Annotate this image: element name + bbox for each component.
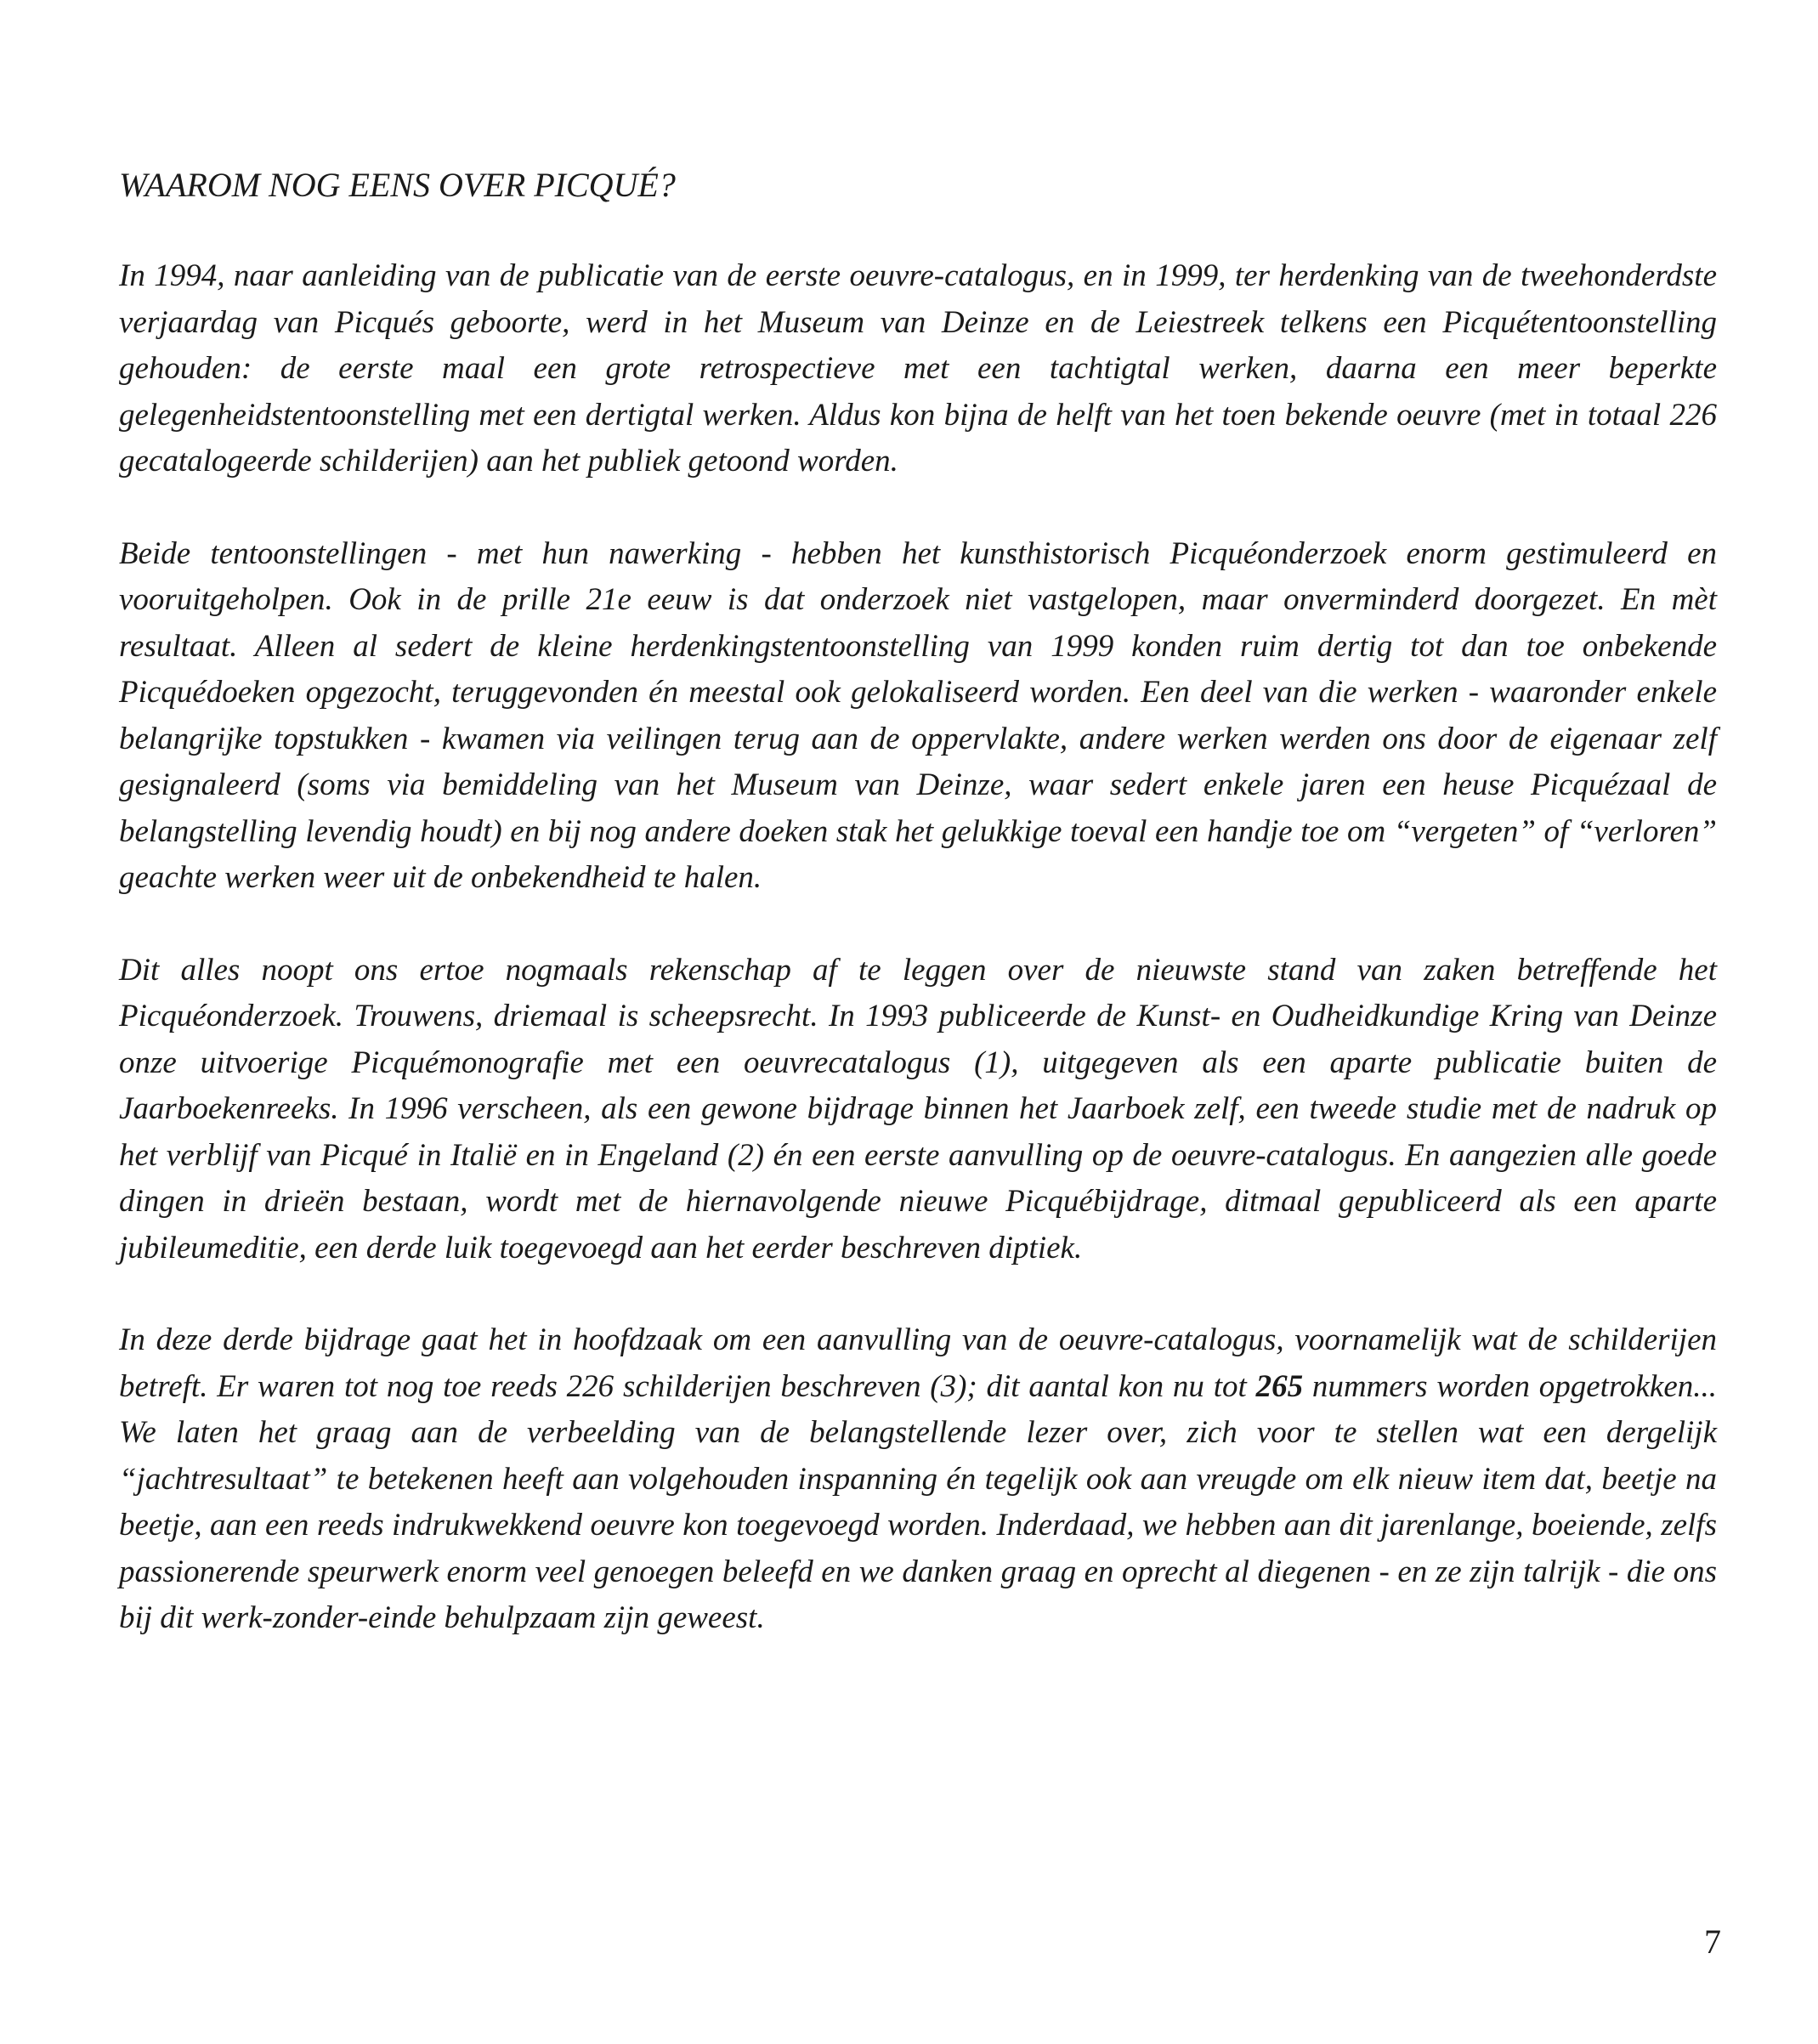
paragraph-1: In 1994, naar aanleiding van de publicatie van de eerste oeuvre-catalogus, en in 1999, ter herdenking van de tweehonderdste verjaardag van Picqués geboorte, werd in het Museum van Deinze en de Leiestreek telkens een Picquétentoonstelling gehouden: de eerste maal een grote retrospectieve met een tachtigtal werken, daarna een meer beperkte gelegenheidstentoonstelling met een dertigtal werken. Aldus kon bijna de helft van het toen bekende oeuvre (met in totaal 226 gecatalogeerde schilderijen) aan het publiek getoond worden. xyxy=(119,258,1717,478)
paragraph-2: Beide tentoonstellingen - met hun nawerking - hebben het kunsthistorisch Picquéonderzoek enorm gestimuleerd en vooruitgeholpen. Ook in de prille 21e eeuw is dat onderzoek niet vastgelopen, maar onverminderd doorgezet. En mèt resultaat. Alleen al sedert de kleine herdenkingstentoonstelling van 1999 konden ruim dertig tot dan toe onbekende Picquédoeken opgezocht, teruggevonden én meestal ook gelokaliseerd worden. Een deel van die werken - waaronder enkele belangrijke topstukken - kwamen via veilingen terug aan de oppervlakte, andere werken werden ons door de eigenaar zelf gesignaleerd (soms via bemiddeling van het Museum van Deinze, waar sedert enkele jaren een heuse Picquézaal de belangstelling levendig houdt) en bij nog andere doeken stak het gelukkige toeval een handje toe om “vergeten” of “verloren” geachte werken weer uit de onbekendheid te halen. xyxy=(119,535,1717,895)
paragraph-4-text-before: In deze derde bijdrage gaat het in hoofdzaak om een aanvulling van de oeuvre-catalogus, voornamelijk wat de schilderijen betreft. Er waren tot nog toe reeds 226 schilderijen beschreven (3); dit aantal kon nu tot xyxy=(119,1322,1717,1404)
paragraph-4-text-after: nummers worden opgetrokken... We laten het graag aan de verbeelding van de belangstellende lezer over, zich voor te stellen wat een dergelijk “jachtresultaat” te betekenen heeft aan volgehouden inspanning én tegelijk ook aan vreugde om elk nieuw item dat, beetje na beetje, aan een reeds indrukwekkend oeuvre kon toegevoegd worden. Inderdaad, we hebben aan dit jarenlange, boeiende, zelfs passionerende speurwerk enorm veel genoegen beleefd en we danken graag en oprecht al diegenen - en ze zijn talrijk - die ons bij dit werk-zonder-einde behulpzaam zijn geweest. xyxy=(119,1368,1717,1635)
paragraph-4 xyxy=(119,1317,1717,1642)
page-number: 7 xyxy=(1704,1922,1721,1961)
body-text xyxy=(119,161,1717,1688)
page-heading: WAAROM NOG EENS OVER PICQUÉ? xyxy=(119,166,676,204)
paragraph-3: Dit alles noopt ons ertoe nogmaals rekenschap af te leggen over de nieuwste stand van zaken betreffende het Picquéonderzoek. Trouwens, driemaal is scheepsrecht. In 1993 publiceerde de Kunst- en Oudheidkundige Kring van Deinze onze uitvoerige Picquémonografie met een oeuvrecatalogus (1), uitgegeven als een aparte publicatie buiten de Jaarboekenreeks. In 1996 verscheen, als een gewone bijdrage binnen het Jaarboek zelf, een tweede studie met de nadruk op het verblijf van Picqué in Italië en in Engeland (2) én een eerste aanvulling op de oeuvre-catalogus. En aangezien alle goede dingen in drieën bestaan, wordt met de hiernavolgende nieuwe Picquébijdrage, ditmaal gepubliceerd als een aparte jubileumeditie, een derde luik toegevoegd aan het eerder beschreven diptiek. xyxy=(119,952,1717,1265)
paragraph-4-number-emphasis: 265 xyxy=(1255,1368,1304,1404)
